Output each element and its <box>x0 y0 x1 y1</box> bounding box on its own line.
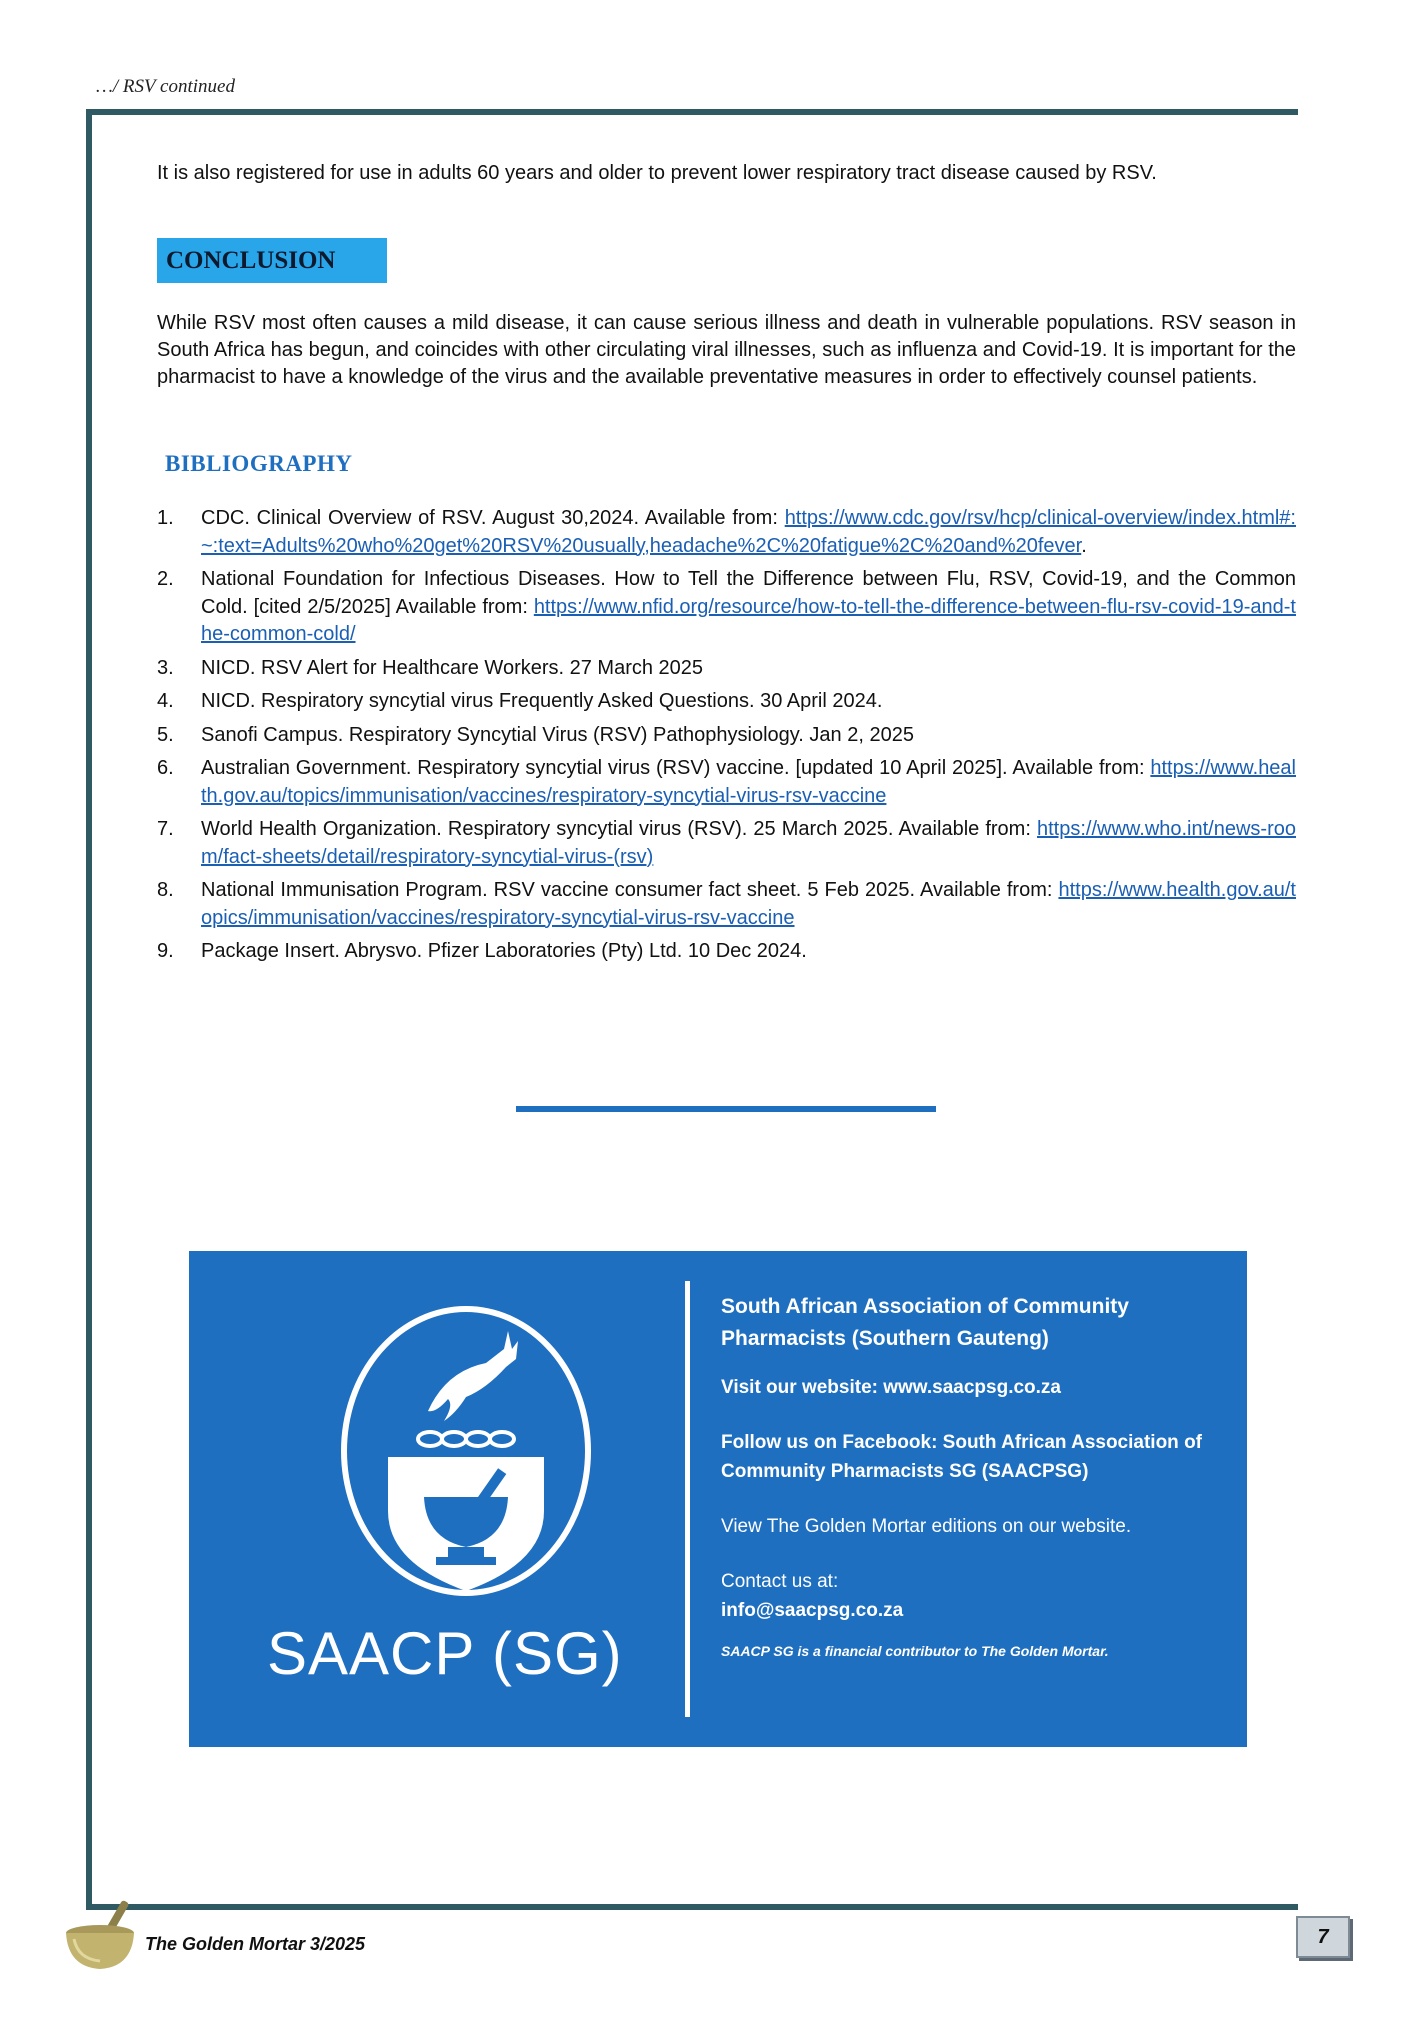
publication-title: The Golden Mortar 3/2025 <box>145 1934 366 1954</box>
reference-item <box>157 505 1296 560</box>
reference-number: 9. <box>157 940 174 962</box>
reference-text: Australian Government. Respiratory syncytial virus (RSV) vaccine. [updated 10 April 2025]. Available from: <box>201 757 1151 779</box>
intro-section <box>157 160 1296 187</box>
golden-mortar-icon <box>60 1895 142 1975</box>
saacp-logo-text: SAACP (SG) <box>267 1620 623 1687</box>
bibliography-list <box>157 505 1296 972</box>
contact-label: Contact us at: <box>721 1571 839 1592</box>
reference-text: NICD. RSV Alert for Healthcare Workers. 27 March 2025 <box>201 656 704 679</box>
reference-text: NICD. Respiratory syncytial virus Frequently Asked Questions. 30 April 2024. <box>201 690 883 712</box>
reference-item <box>157 816 1296 871</box>
reference-item <box>157 938 1296 966</box>
reference-text: Package Insert. Abrysvo. Pfizer Laboratories (Pty) Ltd. 10 Dec 2024. <box>201 940 807 962</box>
bibliography-heading: BIBLIOGRAPHY <box>165 451 353 476</box>
reference-link[interactable]: https://www.cdc.gov/rsv/hcp/clinical-overview/index.html#:~:text=Adults%20who%20get%20RSV%20usually,headache%2C%20fatigue%2C%20and%20fever <box>201 507 1296 557</box>
reference-number: 8. <box>157 879 174 901</box>
reference-text: National Immunisation Program. RSV vaccine consumer fact sheet. 5 Feb 2025. Available from: <box>201 879 1059 901</box>
page-number: 7 <box>1296 1916 1350 1958</box>
reference-number: 6. <box>157 757 174 779</box>
contact-email[interactable]: info@saacpsg.co.za <box>721 1600 904 1621</box>
section-divider <box>516 1106 936 1112</box>
contributor-note: SAACP SG is a financial contributor to The Golden Mortar. <box>721 1643 1109 1659</box>
reference-item <box>157 688 1296 716</box>
reference-item <box>157 566 1296 649</box>
reference-text: CDC. Clinical Overview of RSV. August 30,2024. Available from: <box>201 507 785 529</box>
reference-item <box>157 722 1296 750</box>
reference-number: 4. <box>157 690 174 712</box>
reference-number: 2. <box>157 568 174 590</box>
intro-paragraph: It is also registered for use in adults 60 years and older to prevent lower respiratory tract disease caused by RSV. <box>157 162 1157 184</box>
reference-link[interactable]: https://www.who.int/news-room/fact-sheets/detail/respiratory-syncytial-virus-(rsv) <box>201 818 1296 868</box>
conclusion-heading: CONCLUSION <box>157 238 387 283</box>
reference-text: National Foundation for Infectious Diseases. How to Tell the Difference between Flu, RSV, Covid-19, and the Common Cold. [cited 2/5/2025] Available from: <box>201 568 1296 618</box>
reference-item <box>157 877 1296 932</box>
reference-number: 7. <box>157 818 174 840</box>
page-frame-bottom <box>86 1904 1298 1910</box>
organization-name: South African Association of Community Pharmacists (Southern Gauteng) <box>721 1295 1129 1350</box>
website-line[interactable]: Visit our website: www.saacpsg.co.za <box>721 1377 1061 1398</box>
reference-suffix: . <box>1081 534 1087 557</box>
banner-info <box>721 1291 1231 1659</box>
reference-text: World Health Organization. Respiratory syncytial virus (RSV). 25 March 2025. Available from: <box>201 818 1037 840</box>
page-frame-left <box>86 109 92 1909</box>
banner-divider <box>685 1281 690 1717</box>
conclusion-section <box>157 310 1296 391</box>
reference-link[interactable]: https://www.health.gov.au/topics/immunisation/vaccines/respiratory-syncytial-virus-rsv-vaccine <box>201 879 1296 929</box>
facebook-line[interactable]: Follow us on Facebook: South African Association of Community Pharmacists SG (SAACPSG) <box>721 1432 1203 1482</box>
conclusion-paragraph: While RSV most often causes a mild disease, it can cause serious illness and death in vulnerable populations. RSV season in South Africa has begun, and coincides with other circulating viral illnesses, such as influenza and Covid-19. It is important for the pharmacist to have a knowledge of the virus and the available preventative measures in order to effectively counsel patients. <box>157 312 1296 388</box>
reference-number: 1. <box>157 507 174 529</box>
reference-link[interactable]: https://www.health.gov.au/topics/immunisation/vaccines/respiratory-syncytial-virus-rsv-vaccine <box>201 757 1296 807</box>
editions-line: View The Golden Mortar editions on our website. <box>721 1516 1132 1537</box>
reference-item <box>157 655 1296 683</box>
reference-number: 3. <box>157 656 174 679</box>
page-frame-top <box>86 109 1298 115</box>
reference-text: Sanofi Campus. Respiratory Syncytial Virus (RSV) Pathophysiology. Jan 2, 2025 <box>201 723 914 746</box>
reference-number: 5. <box>157 723 174 746</box>
running-head: …/ RSV continued <box>96 76 235 97</box>
saacp-banner <box>189 1251 1247 1747</box>
saacp-emblem-icon <box>336 1301 596 1601</box>
reference-link[interactable]: https://www.nfid.org/resource/how-to-tell-the-difference-between-flu-rsv-covid-19-and-the-common-cold/ <box>201 595 1296 645</box>
reference-item <box>157 755 1296 810</box>
